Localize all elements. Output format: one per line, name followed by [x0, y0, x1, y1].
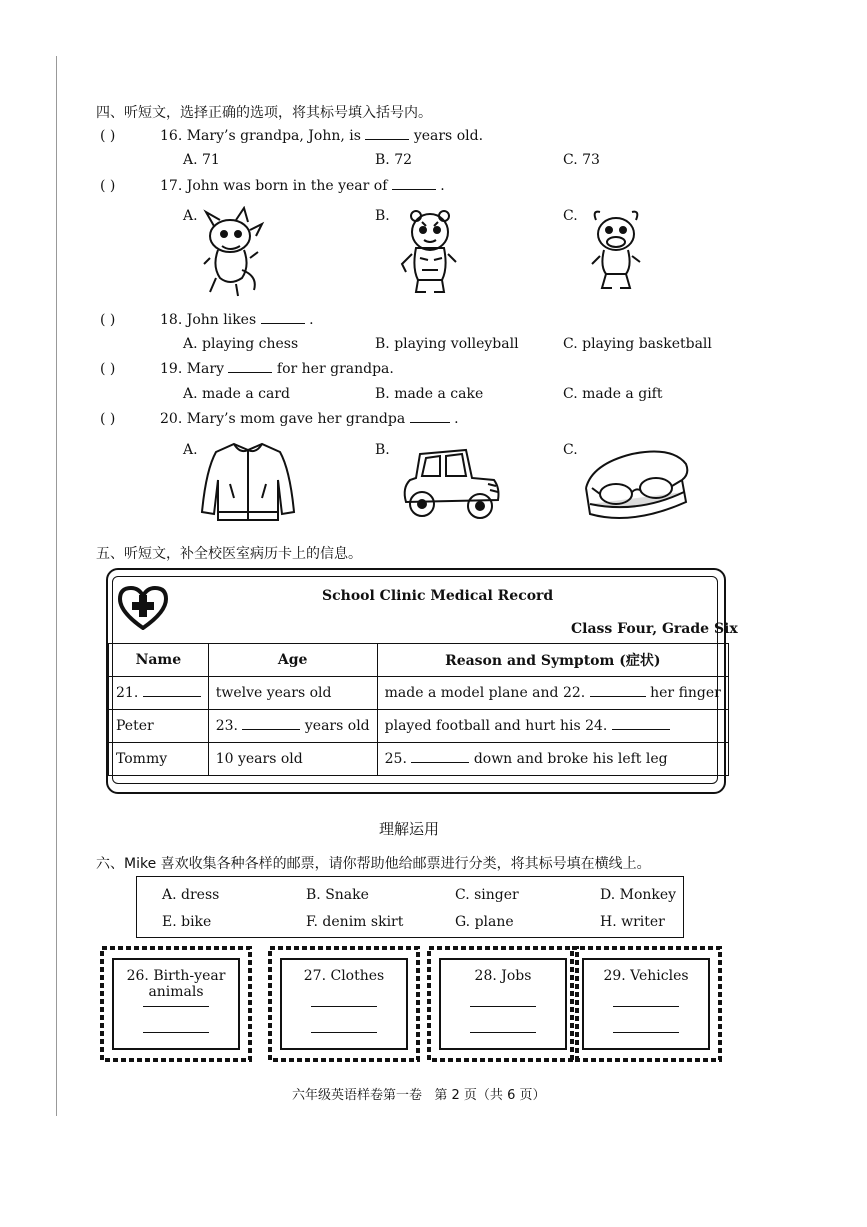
cell-age: twelve years old: [208, 677, 377, 710]
section6-heading: 六、Mike 喜欢收集各种各样的邮票，请你帮助他给邮票进行分类，将其标号填在横线上。: [96, 856, 651, 872]
cell-name-21[interactable]: 21.: [109, 677, 209, 710]
option-g: G. plane: [455, 914, 514, 930]
stamp-title: 27. Clothes: [303, 968, 385, 984]
heart-cross-icon: [118, 586, 168, 630]
cell-age-23[interactable]: 23. years old: [208, 710, 377, 743]
glasses-case-image: [582, 444, 692, 528]
q17-label-b: B.: [375, 208, 390, 224]
part-title: 理解运用: [379, 820, 440, 838]
q17-text: 17. John was born in the year of .: [160, 178, 445, 194]
q20-paren[interactable]: ( ): [100, 411, 116, 427]
answer-line[interactable]: [311, 1006, 377, 1007]
q17-label-a: A.: [183, 208, 198, 224]
q19-option-b: B. made a cake: [375, 386, 484, 402]
option-h: H. writer: [600, 914, 665, 930]
q17-label-c: C.: [563, 208, 578, 224]
stamp-title: 28. Jobs: [474, 968, 532, 984]
q19-option-c: C. made a gift: [563, 386, 663, 402]
stamp-jobs: [425, 944, 581, 1064]
section4-heading: 四、听短文，选择正确的选项，将其标号填入括号内。: [96, 105, 432, 121]
answer-line[interactable]: [470, 1006, 536, 1007]
option-a: A. dress: [162, 887, 220, 903]
q18-paren[interactable]: ( ): [100, 312, 116, 328]
dragon-cartoon-image: [196, 206, 268, 298]
answer-line[interactable]: [613, 1032, 679, 1033]
table-row: [109, 743, 729, 776]
header-name: Name: [109, 644, 209, 677]
answer-line[interactable]: [613, 1006, 679, 1007]
cell-age: 10 years old: [208, 743, 377, 776]
tiger-cartoon-image: [398, 208, 462, 296]
ox-cartoon-image: [586, 208, 646, 296]
option-f: F. denim skirt: [306, 914, 404, 930]
q16-text: 16. Mary’s grandpa, John, is years old.: [160, 128, 484, 144]
cell-name: Tommy: [109, 743, 209, 776]
stamp-birth-year-animals: [98, 944, 254, 1064]
q20-text: 20. Mary’s mom gave her grandpa .: [160, 411, 459, 427]
option-c: C. singer: [455, 887, 519, 903]
section5-heading: 五、听短文，补全校医室病历卡上的信息。: [96, 546, 362, 562]
option-b: B. Snake: [306, 887, 369, 903]
q18-text: 18. John likes .: [160, 312, 314, 328]
stamp-title: 26. Birth-year animals: [126, 968, 226, 1000]
header-age: Age: [208, 644, 377, 677]
header-reason: Reason and Symptom (症状): [377, 644, 728, 677]
q16-option-b: B. 72: [375, 152, 413, 168]
answer-line[interactable]: [143, 1032, 209, 1033]
stamp-vehicles: [568, 944, 724, 1064]
answer-line[interactable]: [143, 1006, 209, 1007]
table-row: [109, 677, 729, 710]
toy-car-image: [400, 444, 504, 524]
stamp-clothes: [266, 944, 422, 1064]
q19-paren[interactable]: ( ): [100, 361, 116, 377]
q18-option-a: A. playing chess: [183, 336, 299, 352]
q17-paren[interactable]: ( ): [100, 178, 116, 194]
medical-record-title: School Clinic Medical Record: [322, 588, 554, 604]
medical-record-table: [108, 643, 729, 776]
cell-reason-22[interactable]: made a model plane and 22. her finger: [377, 677, 728, 710]
stamp-title: 29. Vehicles: [603, 968, 689, 984]
cell-reason-25[interactable]: 25. down and broke his left leg: [377, 743, 728, 776]
q20-label-b: B.: [375, 442, 390, 458]
cell-name: Peter: [109, 710, 209, 743]
q20-label-c: C.: [563, 442, 578, 458]
q19-option-a: A. made a card: [183, 386, 290, 402]
q20-label-a: A.: [183, 442, 198, 458]
table-row: [109, 710, 729, 743]
answer-line[interactable]: [311, 1032, 377, 1033]
class-info: Class Four, Grade Six: [571, 621, 738, 637]
margin-line: [56, 56, 57, 1116]
q16-option-a: A. 71: [183, 152, 220, 168]
q18-option-c: C. playing basketball: [563, 336, 712, 352]
q19-text: 19. Mary for her grandpa.: [160, 361, 394, 377]
option-d: D. Monkey: [600, 887, 677, 903]
q16-paren[interactable]: ( ): [100, 128, 116, 144]
jacket-image: [200, 440, 296, 524]
option-e: E. bike: [162, 914, 212, 930]
cell-reason-24[interactable]: played football and hurt his 24.: [377, 710, 728, 743]
q16-option-c: C. 73: [563, 152, 600, 168]
q18-option-b: B. playing volleyball: [375, 336, 519, 352]
page-footer: 六年级英语样卷第一卷 第 2 页（共 6 页）: [292, 1088, 546, 1103]
answer-line[interactable]: [470, 1032, 536, 1033]
